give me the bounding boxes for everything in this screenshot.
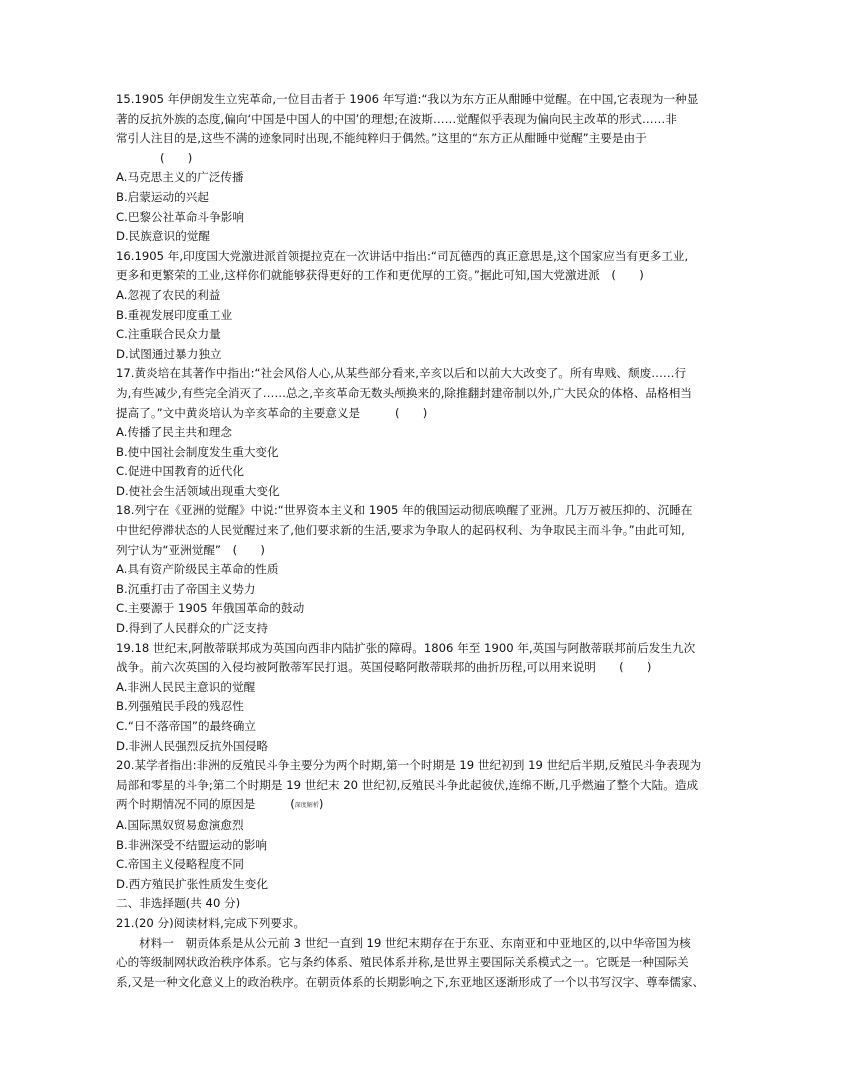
option-d: D.非洲人民强烈反抗外国侵略 — [116, 738, 269, 753]
question-stem-line: 战争。前六次英国的入侵均被阿散蒂军民打退。英国侵略阿散蒂联邦的曲折历程,可以用来说明 ( ) — [116, 660, 652, 675]
option-d: D.民族意识的觉醒 — [116, 229, 210, 244]
option-b: B.使中国社会制度发生重大变化 — [116, 444, 279, 459]
option-a: A.具有资产阶级民主革命的性质 — [116, 562, 279, 577]
question-stem-line: 为,有些减少,有些完全消灭了……总之,辛亥革命无数头颅换来的,除推翻封建帝制以外,广大民众的体格、品格相当 — [116, 385, 692, 400]
option-b: B.启蒙运动的兴起 — [116, 189, 209, 204]
option-a: A.马克思主义的广泛传播 — [116, 170, 244, 185]
question-stem-line: 16.1905 年,印度国大党激进派首领提拉克在一次讲话中指出:“司瓦德西的真正意思是,这个国家应当有更多工业, — [116, 248, 689, 263]
question-stem-line — [116, 795, 748, 816]
option-a: A.非洲人民民主意识的觉醒 — [116, 679, 256, 694]
option-c: C.主要源于 1905 年俄国革命的鼓动 — [116, 601, 305, 616]
question-stem-line: 19.18 世纪末,阿散蒂联邦成为英国向西非内陆扩张的障碍。1806 年至 1900 年,英国与阿散蒂联邦前后发生九次 — [116, 640, 696, 655]
option-b: B.列强殖民手段的残忍性 — [116, 699, 244, 714]
question-19 — [116, 639, 748, 757]
answer-bracket-close: ) — [318, 797, 324, 812]
question-16 — [116, 247, 748, 365]
question-17 — [116, 364, 748, 501]
material-line: 心的等级制网状政治秩序体系。它与条约体系、殖民体系并称,是世界主要国际关系模式之一。它既是一种国际关 — [116, 955, 689, 970]
option-c: C.帝国主义侵略程度不同 — [116, 857, 244, 872]
section-heading: 二、非选择题(共 40 分) — [116, 896, 241, 911]
section-non-choice — [116, 894, 748, 992]
question-stem-line: 常引人注目的是,这些不满的迹象同时出现,不能纯粹归于偶然。”这里的“东方正从酣睡中觉醒”主要是由于 — [116, 131, 647, 146]
option-d: D.得到了人民群众的广泛支持 — [116, 621, 269, 636]
option-a: A.忽视了农民的利益 — [116, 287, 221, 302]
question-18 — [116, 501, 748, 638]
question-15 — [116, 90, 748, 247]
question-stem-line: 18.列宁在《亚洲的觉醒》中说:“世界资本主义和 1905 年的俄国运动彻底唤醒了亚洲。几万万被压抑的、沉睡在 — [116, 503, 693, 518]
option-d: D.西方殖民扩张性质发生变化 — [116, 876, 269, 891]
option-b: B.重视发展印度重工业 — [116, 307, 233, 322]
question-stem-line: 提高了。”文中黄炎培认为辛亥革命的主要意义是 ( ) — [116, 405, 428, 420]
analysis-tag: 深度解析 — [294, 802, 319, 810]
question-stem-line: 更多和更繁荣的工业,这样你们就能够获得更好的工作和更优厚的工资。”据此可知,国大党激进派 ( ) — [116, 268, 644, 283]
question-stem-line: 中世纪停滞状态的人民觉醒过来了,他们要求新的生活,要求为争取人的起码权利、为争取民主而斗争。”由此可知, — [116, 523, 685, 538]
option-c: C.促进中国教育的近代化 — [116, 464, 244, 479]
answer-bracket: ( ) — [160, 150, 193, 165]
option-a: A.传播了民主共和理念 — [116, 425, 232, 440]
option-a: A.国际黑奴贸易愈演愈烈 — [116, 817, 244, 832]
question-stem-text: 两个时期情况不同的原因是 — [116, 797, 291, 812]
question-stem-line: 局部和零星的斗争;第二个时期是 19 世纪末 20 世纪初,反殖民斗争此起彼伏,连绵不断,几乎燃遍了整个大陆。造成 — [116, 777, 699, 792]
document-page — [116, 90, 748, 992]
question-21-prompt: 21.(20 分)阅读材料,完成下列要求。 — [116, 915, 306, 930]
question-stem-line: 20.某学者指出:非洲的反殖民斗争主要分为两个时期,第一个时期是 19 世纪初到 19 世纪后半期,反殖民斗争表现为 — [116, 758, 702, 773]
option-c: C.巴黎公社革命斗争影响 — [116, 209, 244, 224]
option-b: B.沉重打击了帝国主义势力 — [116, 581, 256, 596]
option-c: C.注重联合民众力量 — [116, 327, 221, 342]
option-c: C.“日不落帝国”的最终确立 — [116, 719, 257, 733]
question-stem-line: 17.黄炎培在其著作中指出:“社会风俗人心,从某些部分看来,辛亥以后和以前大大改变了。所有卑贱、颓废……行 — [116, 366, 687, 381]
material-line: 系,又是一种文化意义上的政治秩序。在朝贡体系的长期影响之下,东亚地区逐渐形成了一个以书写汉字、尊奉儒家、 — [116, 974, 705, 989]
question-stem-line: 15.1905 年伊朗发生立宪革命,一位目击者于 1906 年写道:“我以为东方正从酣睡中觉醒。在中国,它表现为一种显 — [116, 92, 699, 106]
answer-bracket-open: ( — [290, 797, 295, 812]
question-stem-line: 著的反抗外族的态度,偏向‘中国是中国人的中国’的理想;在波斯……觉醒似乎表现为偏向民主改革的形式……非 — [116, 111, 677, 126]
question-stem-line: 列宁认为“亚洲觉醒” ( ) — [116, 542, 265, 557]
option-d: D.使社会生活领域出现重大变化 — [116, 483, 280, 498]
option-b: B.非洲深受不结盟运动的影响 — [116, 837, 268, 852]
material-line: 材料一 朝贡体系是从公元前 3 世纪一直到 19 世纪末期存在于东亚、东南亚和中亚地区的,以中华帝国为核 — [139, 935, 691, 950]
question-20 — [116, 756, 748, 894]
option-d: D.试图通过暴力独立 — [116, 346, 222, 361]
